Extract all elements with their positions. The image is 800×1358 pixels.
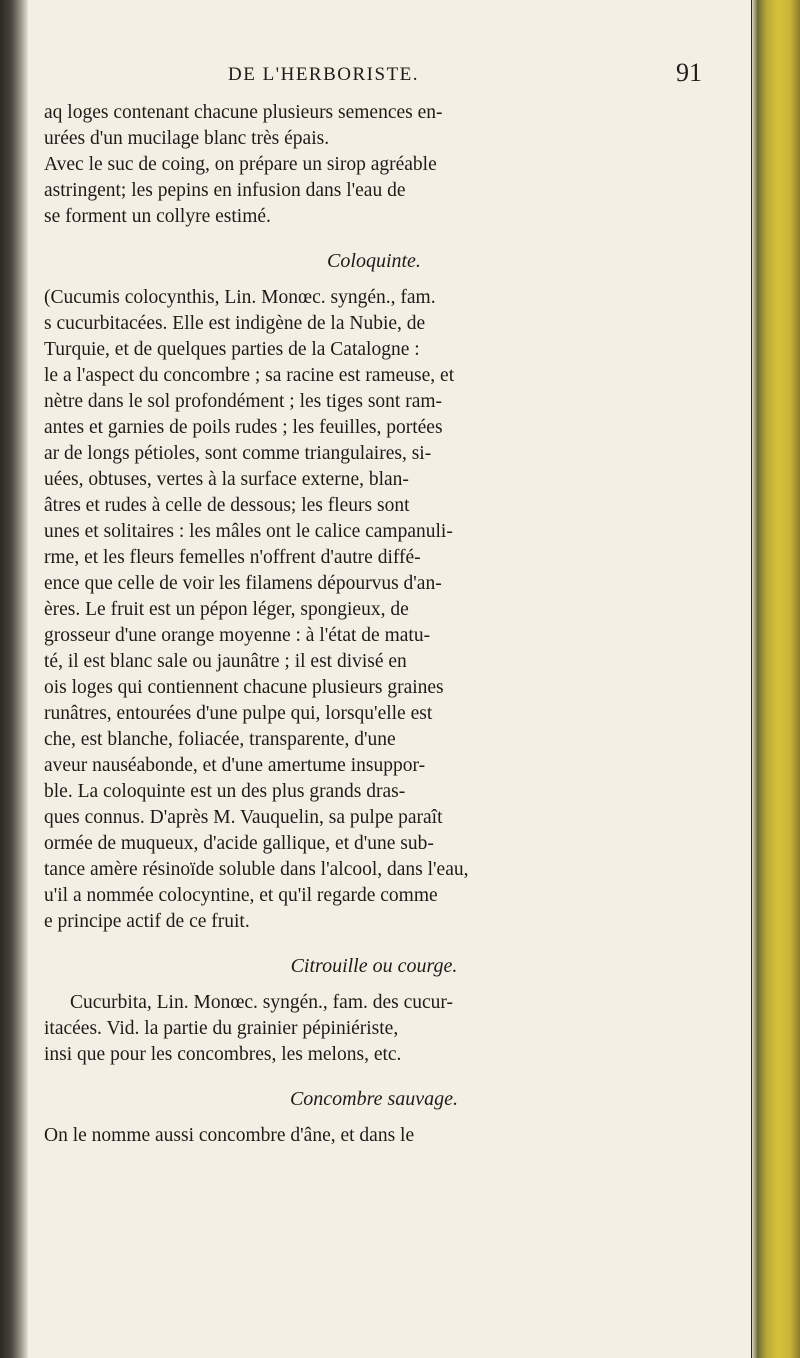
text-line: rme, et les fleurs femelles n'offrent d'autre diffé- [44,547,421,568]
text-line: e principe actif de ce fruit. [44,911,250,932]
text-line: ence que celle de voir les filamens dépourvus d'an- [44,573,442,594]
text-line: astringent; les pepins en infusion dans l'eau de [44,180,406,201]
text-line: âtres et rudes à celle de dessous; les fleurs sont [44,495,410,516]
text-line: aq loges contenant chacune plusieurs semences en- [44,102,443,123]
text-line: s cucurbitacées. Elle est indigène de la Nubie, de [44,313,426,334]
text-line: se forment un collyre estimé. [44,206,271,227]
intro-paragraph [44,100,704,230]
book-gutter-shadow [0,0,28,1358]
text-line: Turquie, et de quelques parties de la Catalogne : [44,339,420,360]
text-line: antes et garnies de poils rudes ; les feuilles, portées [44,417,443,438]
text-line: uées, obtuses, vertes à la surface externe, blan- [44,469,409,490]
text-line: ormée de muqueux, d'acide gallique, et d'une sub- [44,833,434,854]
text-line: unes et solitaires : les mâles ont le calice campanuli- [44,521,453,542]
text-line: che, est blanche, foliacée, transparente, d'une [44,729,396,750]
coloquinte-paragraph [44,285,704,935]
text-line: aveur nauséabonde, et d'une amertume insuppor- [44,755,426,776]
section-heading-concombre-sauvage: Concombre sauvage. [289,1088,459,1110]
text-line: urées d'un mucilage blanc très épais. [44,128,330,149]
section-heading-citrouille: Citrouille ou courge. [290,955,458,977]
text-line: té, il est blanc sale ou jaunâtre ; il est divisé en [44,651,407,672]
book-page [44,58,704,1149]
section-heading-coloquinte: Coloquinte. [327,250,421,272]
text-line: On le nomme aussi concombre d'âne, et dans le [44,1125,415,1146]
text-line: u'il a nommée colocyntine, et qu'il regarde comme [44,885,438,906]
text-line: insi que pour les concombres, les melons, etc. [44,1044,402,1065]
text-line: (Cucumis colocynthis, Lin. Monœc. syngén., fam. [44,287,436,308]
next-page-edge [752,0,800,1358]
running-head-title: DE L'HERBORISTE. [228,64,420,85]
citrouille-paragraph [44,990,704,1068]
text-line: nètre dans le sol profondément ; les tiges sont ram- [44,391,443,412]
text-line: itacées. Vid. la partie du grainier pépiniériste, [44,1018,399,1039]
text-line: ères. Le fruit est un pépon léger, spongieux, de [44,599,409,620]
page-number: 91 [676,58,702,87]
text-line: tance amère résinoïde soluble dans l'alcool, dans l'eau, [44,859,469,880]
text-line: ar de longs pétioles, sont comme triangulaires, si- [44,443,432,464]
text-line: Avec le suc de coing, on prépare un sirop agréable [44,154,437,175]
text-line: le a l'aspect du concombre ; sa racine est rameuse, et [44,365,455,386]
concombre-paragraph [44,1123,704,1149]
text-line: ois loges qui contiennent chacune plusieurs graines [44,677,444,698]
text-line: runâtres, entourées d'une pulpe qui, lorsqu'elle est [44,703,433,724]
text-line: Cucurbita, Lin. Monœc. syngén., fam. des cucur- [70,992,454,1013]
text-line: ques connus. D'après M. Vauquelin, sa pulpe paraît [44,807,443,828]
text-line: ble. La coloquinte est un des plus grands dras- [44,781,406,802]
running-head [44,58,704,92]
text-line: grosseur d'une orange moyenne : à l'état de matu- [44,625,431,646]
